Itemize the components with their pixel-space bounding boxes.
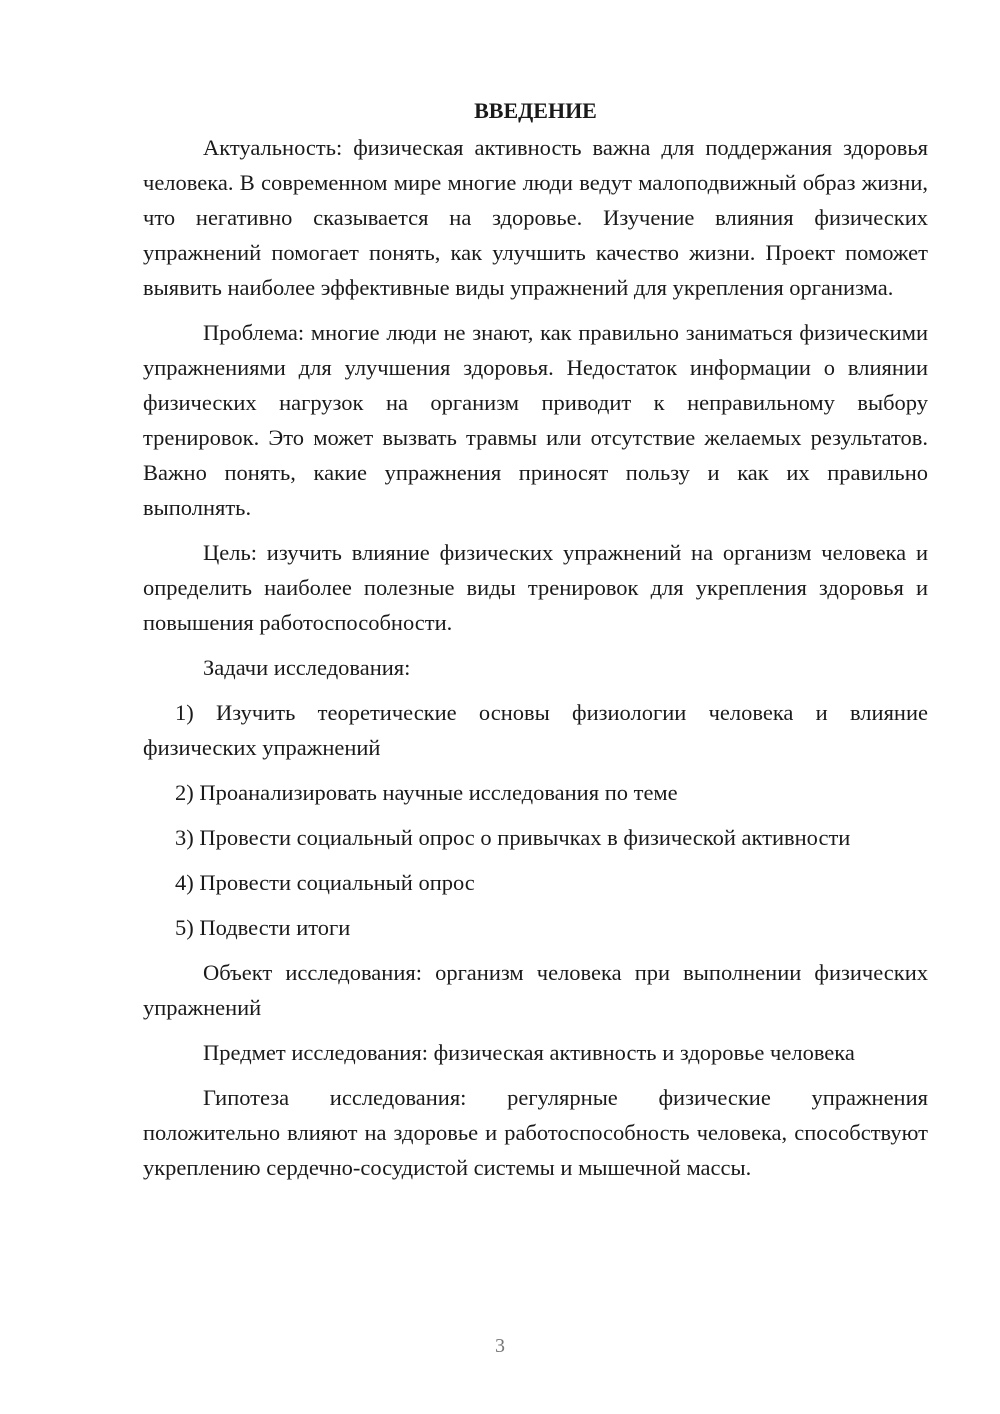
paragraph-relevance: Актуальность: физическая активность важна для поддержания здоровья человека. В современном мире многие люди ведут малоподвижный образ жизни, что негативно сказывается на здоровье. Изучение влияния физических упражнений помогает понять, как улучшить качество жизни. Проект поможет выявить наиболее эффективные виды упражнений для укрепления организма. bbox=[143, 135, 928, 300]
paragraph-object: Объект исследования: организм человека при выполнении физических упражнений bbox=[143, 960, 928, 1020]
task-item-3: 3) Провести социальный опрос о привычках в физической активности bbox=[175, 825, 851, 850]
task-item-5: 5) Подвести итоги bbox=[175, 915, 351, 940]
task-item-4: 4) Провести социальный опрос bbox=[175, 870, 475, 895]
task-item-2: 2) Проанализировать научные исследования по теме bbox=[175, 780, 678, 805]
page-content bbox=[143, 96, 928, 1185]
paragraph-goal: Цель: изучить влияние физических упражнений на организм человека и определить наиболее полезные виды тренировок для укрепления здоровья и повышения работоспособности. bbox=[143, 540, 928, 635]
section-title: ВВЕДЕНИЕ bbox=[474, 98, 597, 123]
page-number: 3 bbox=[495, 1335, 505, 1357]
paragraph-problem: Проблема: многие люди не знают, как правильно заниматься физическими упражнениями для улучшения здоровья. Недостаток информации о влиянии физических нагрузок на организм приводит к неправильному выбору тренировок. Это может вызвать травмы или отсутствие желаемых результатов. Важно понять, какие упражнения приносят пользу и как их правильно выполнять. bbox=[143, 320, 928, 520]
paragraph-hypothesis: Гипотеза исследования: регулярные физические упражнения положительно влияют на здоровье и работоспособность человека, способствуют укреплению сердечно-сосудистой системы и мышечной массы. bbox=[143, 1085, 928, 1180]
task-item-1: 1) Изучить теоретические основы физиологии человека и влияние физических упражнений bbox=[143, 700, 928, 760]
paragraph-tasks-heading: Задачи исследования: bbox=[203, 655, 411, 680]
paragraph-subject: Предмет исследования: физическая активность и здоровье человека bbox=[203, 1040, 855, 1065]
